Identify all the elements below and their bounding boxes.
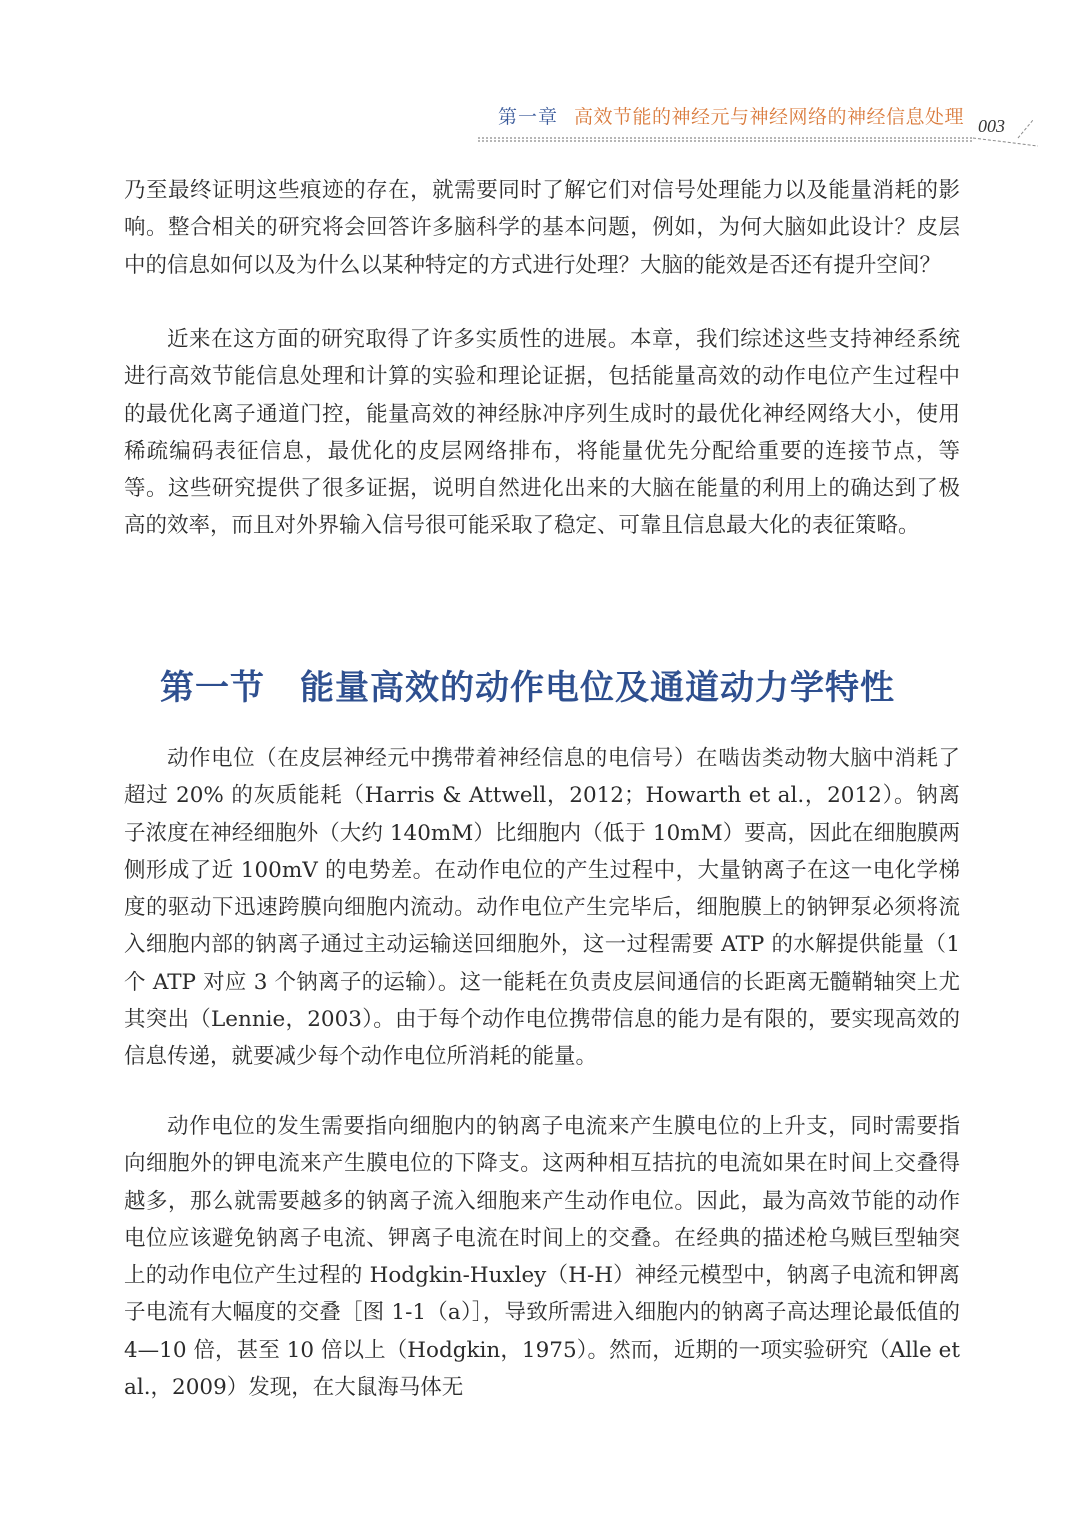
section-title: 第一节 能量高效的动作电位及通道动力学特性 — [160, 668, 895, 708]
running-header — [478, 100, 1038, 150]
header-chapter-title: 高效节能的神经元与神经网络的神经信息处理 — [574, 106, 965, 128]
paragraph-action-potential: 动作电位（在皮层神经元中携带着神经信息的电信号）在啮齿类动物大脑中消耗了超过 20% 的灰质能耗（Harris & Attwell，2012；Howarth et al.，2012）。钠离子浓度在神经细胞外（大约 140mM）比细胞内（低于 10mM）要高，因此在细胞膜两侧形成了近 100mV 的电势差。在动作电位的产生过程中，大量钠离子在这一电化学梯度的驱动下迅速跨膜向细胞内流动。动作电位产生完毕后，细胞膜上的钠钾泵必须将流入细胞内部的钠离子通过主动运输送回细胞外，这一过程需要 ATP 的水解提供能量（1 个 ATP 对应 3 个钠离子的运输）。这一能耗在负责皮层间通信的长距离无髓鞘轴突上尤其突出（Lennie，2003）。由于每个动作电位携带信息的能力是有限的，要实现高效的信息传递，就要减少每个动作电位所消耗的能量。 — [124, 746, 960, 1070]
header-chapter: 第一章 — [498, 106, 559, 128]
paragraph-currents: 动作电位的发生需要指向细胞内的钠离子电流来产生膜电位的上升支，同时需要指向细胞外的钾电流来产生膜电位的下降支。这两种相互拮抗的电流如果在时间上交叠得越多，那么就需要越多的钠离子流入细胞来产生动作电位。因此，最为高效节能的动作电位应该避免钠离子电流、钾离子电流在时间上的交叠。在经典的描述枪乌贼巨型轴突上的动作电位产生过程的 Hodgkin-Huxley（H-H）神经元模型中，钠离子电流和钾离子电流有大幅度的交叠［图 1-1（a）］，导致所需进入细胞内的钠离子高达理论最低值的 4—10 倍，甚至 10 倍以上（Hodgkin，1975）。然而，近期的一项实验研究（Alle et al.，2009）发现，在大鼠海马体无 — [124, 1114, 960, 1401]
page-number: 003 — [978, 116, 1005, 136]
paragraph-progress: 近来在这方面的研究取得了许多实质性的进展。本章，我们综述这些支持神经系统进行高效节能信息处理和计算的实验和理论证据，包括能量高效的动作电位产生过程中的最优化离子通道门控，能量高效的神经脉冲序列生成时的最优化神经网络大小，使用稀疏编码表征信息，最优化的皮层网络排布，将能量优先分配给重要的连接节点，等等。这些研究提供了很多证据，说明自然进化出来的大脑在能量的利用上的确达到了极高的效率，而且对外界输入信号很可能采取了稳定、可靠且信息最大化的表征策略。 — [124, 327, 960, 539]
paragraph-continuation: 乃至最终证明这些痕迹的存在，就需要同时了解它们对信号处理能力以及能量消耗的影响。整合相关的研究将会回答许多脑科学的基本问题，例如，为何大脑如此设计？皮层中的信息如何以及为什么以某种特定的方式进行处理？大脑的能效是否还有提升空间？ — [124, 178, 960, 278]
